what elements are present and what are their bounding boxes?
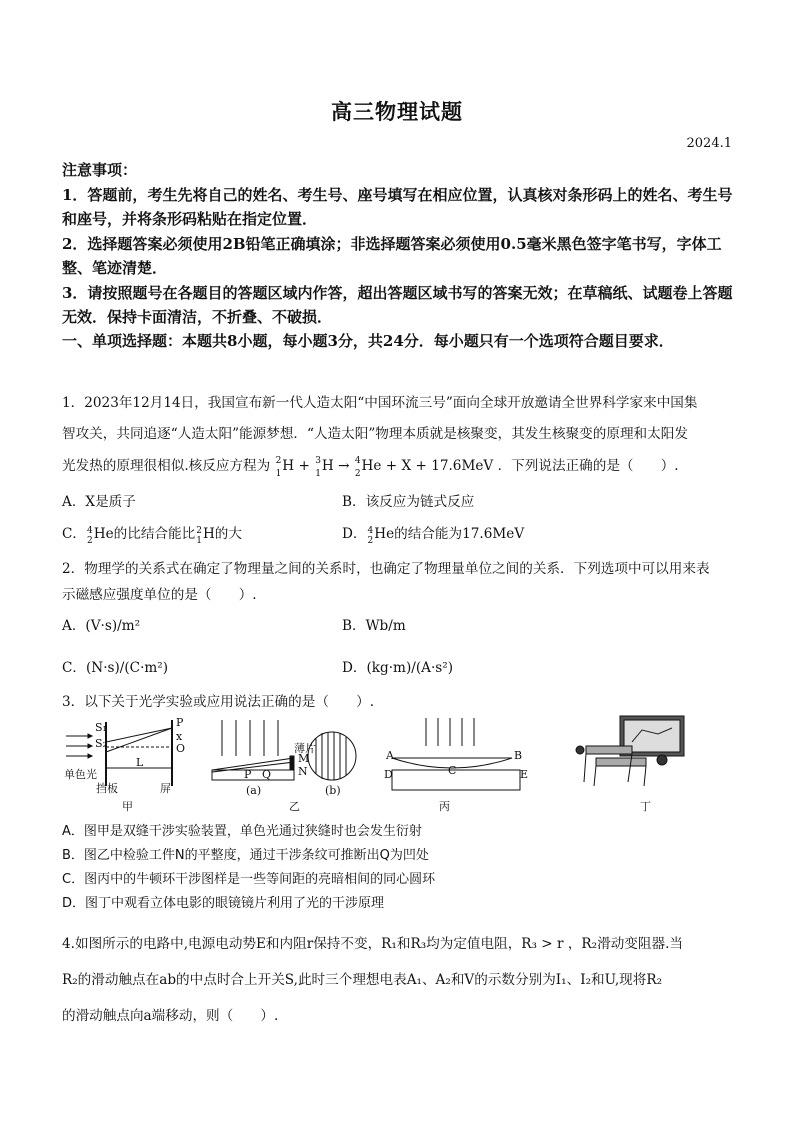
label-s2: S₂ bbox=[95, 737, 107, 750]
q1-option-c-mid: He的比结合能比 bbox=[93, 526, 196, 542]
nuclide-he4-d: $^4$ 2 bbox=[367, 525, 374, 546]
q3-option-a[interactable]: A．图甲是双缝干涉实验装置，单色光通过狭缝时也会发生衍射 bbox=[62, 824, 422, 839]
question-2 bbox=[62, 556, 738, 608]
question-4 bbox=[62, 926, 738, 1034]
label-b: (b) bbox=[325, 784, 341, 797]
q1-line-1: 1．2023年12月14日，我国宣布新一代人造太阳“中国环流三号”面向全球开放邀请全世界科学家来中国集 bbox=[62, 395, 698, 411]
q1-option-c-suffix: H的大 bbox=[202, 526, 242, 542]
q1-option-c-prefix: C． bbox=[62, 526, 86, 542]
thin-sheet bbox=[290, 756, 294, 770]
q2-line-2: 示磁感应强度单位的是（ ）. bbox=[62, 587, 257, 603]
q1-option-d-prefix: D． bbox=[342, 526, 367, 542]
page-title: 高三物理试题 bbox=[331, 99, 463, 124]
question-3-stem: 3．以下关于光学实验或应用说法正确的是（ ）. bbox=[62, 694, 375, 710]
label-pa: P bbox=[244, 768, 252, 781]
q1-options bbox=[62, 490, 738, 550]
q3-option-c[interactable]: C．图丙中的牛顿环干涉图样是一些等间距的亮暗相间的同心圆环 bbox=[62, 872, 436, 887]
notes-block bbox=[62, 158, 738, 330]
label-n: N bbox=[298, 765, 308, 778]
label-D: D bbox=[384, 768, 393, 781]
nuclide-h2: $^2$ 1 bbox=[275, 456, 282, 479]
q3-options bbox=[62, 820, 738, 916]
seat-row-2 bbox=[596, 758, 646, 766]
q1-line-3-post: ．下列说法正确的是（ ）. bbox=[497, 458, 679, 474]
q2-option-a[interactable]: A．(V·s)/m² bbox=[62, 618, 141, 634]
notes-heading: 注意事项： bbox=[62, 161, 138, 179]
label-B: B bbox=[514, 749, 523, 762]
seat-row-1 bbox=[586, 746, 632, 754]
nuclide-h2-c: $^2$ 1 bbox=[196, 525, 202, 546]
label-board: 挡板 bbox=[96, 782, 118, 795]
arrowhead-3 bbox=[88, 754, 92, 758]
label-jia: 甲 bbox=[122, 800, 133, 813]
label-screen: 屏 bbox=[160, 782, 171, 795]
figure-jia-double-slit bbox=[64, 716, 194, 808]
projector bbox=[657, 755, 667, 765]
label-A: A bbox=[386, 749, 394, 762]
question-1 bbox=[62, 388, 738, 483]
q1-option-c[interactable] bbox=[62, 522, 242, 546]
label-m: M bbox=[298, 752, 310, 765]
nuclide-h3: $^3$ 1 bbox=[315, 456, 321, 479]
q3-option-d[interactable]: D．图丁中观看立体电影的眼镜镜片利用了光的干涉原理 bbox=[62, 896, 385, 911]
q1-option-d-suffix: He的结合能为17.6MeV bbox=[374, 526, 525, 542]
q1-option-b[interactable]: B．该反应为链式反应 bbox=[342, 494, 475, 510]
q4-line-1: 4.如图所示的电路中,电源电动势E和内阻r保持不变，R₁和R₃均为定值电阻，R₃ > r ，R₂滑动变阻器.当 bbox=[62, 936, 683, 952]
label-ding: 丁 bbox=[640, 800, 651, 813]
label-bing: 丙 bbox=[439, 800, 450, 813]
q2-option-b[interactable]: B．Wb/m bbox=[342, 618, 406, 634]
nuclear-equation: $^2$ 1 H + $^3$ 1 H → $^4$ 2 He + X + 17.6MeV bbox=[275, 458, 498, 474]
viewer-head bbox=[576, 746, 584, 754]
q2-line-1: 2．物理学的关系式在确定了物理量之间的关系时，也确定了物理量单位之间的关系．下列选项中可以用来表 bbox=[62, 561, 710, 577]
arrowhead-2 bbox=[88, 744, 92, 748]
nuclide-he4: $^4$ 2 bbox=[354, 456, 361, 479]
workpiece-n bbox=[212, 770, 294, 780]
label-E: E bbox=[520, 768, 529, 781]
section-heading: 一、单项选择题：本题共8小题，每小题3分，共24分．每小题只有一个选项符合题目要求． bbox=[62, 332, 674, 350]
q4-line-3: 的滑动触点向a端移动，则（ ）. bbox=[62, 1008, 279, 1024]
q1-line-3 bbox=[62, 450, 738, 483]
label-s1: S₁ bbox=[95, 721, 107, 734]
q1-option-a[interactable]: A．X是质子 bbox=[62, 494, 136, 510]
label-p: P bbox=[176, 716, 184, 729]
q2-option-d[interactable]: D．(kg·m)/(A·s²) bbox=[342, 660, 454, 676]
exam-date: 2024.1 bbox=[686, 136, 732, 151]
label-thin: 薄片 bbox=[294, 742, 316, 755]
note-item-1: 1．答题前，考生先将自己的姓名、考生号、座号填写在相应位置，认真核对条形码上的姓名、考生号和座号，并将条形码粘贴在指定位置． bbox=[62, 185, 733, 228]
nuclide-he4-c: $^4$ 2 bbox=[87, 525, 93, 546]
label-q: Q bbox=[262, 768, 272, 781]
figure-bing-newton-rings bbox=[380, 716, 530, 808]
figure-ding-3d-glasses bbox=[566, 712, 706, 804]
equation-tail: He + X + 17.6MeV bbox=[361, 458, 494, 474]
label-o: O bbox=[176, 742, 186, 755]
q1-line-2: 智攻关，共同追逐“人造太阳”能源梦想．“人造太阳”物理本质就是核聚变，其发生核聚变的原理和太阳发 bbox=[62, 426, 688, 442]
q3-option-b[interactable]: B．图乙中检验工件N的平整度，通过干涉条纹可推断出Q为凹处 bbox=[62, 848, 429, 863]
note-item-3: 3．请按照题号在各题目的答题区域内作答，超出答题区域书写的答案无效；在草稿纸、试题卷上答题无效．保持卡面清洁，不折叠、不破损． bbox=[62, 283, 733, 326]
label-C: C bbox=[448, 764, 457, 777]
q2-option-c[interactable]: C．(N·s)/(C·m²) bbox=[62, 660, 169, 676]
label-a: (a) bbox=[246, 784, 262, 797]
note-item-2: 2．选择题答案必须使用2B铅笔正确填涂；非选择题答案必须使用0.5毫米黑色签字笔书写，字体工整、笔迹清楚． bbox=[62, 234, 722, 277]
q2-options bbox=[62, 614, 738, 684]
q4-line-2: R₂的滑动触点在ab的中点时合上开关S,此时三个理想电表A₁、A₂和V的示数分别为I₁、I₂和U,现将R₂ bbox=[62, 972, 663, 988]
label-l: L bbox=[136, 756, 144, 769]
q1-option-d[interactable] bbox=[342, 522, 525, 546]
label-x: x bbox=[176, 730, 183, 743]
label-light: 单色光 bbox=[64, 768, 97, 781]
arrowhead-1 bbox=[88, 734, 92, 738]
q1-line-3-pre: 光发热的原理很相似.核反应方程为 bbox=[62, 458, 271, 474]
label-yi: 乙 bbox=[289, 800, 300, 813]
